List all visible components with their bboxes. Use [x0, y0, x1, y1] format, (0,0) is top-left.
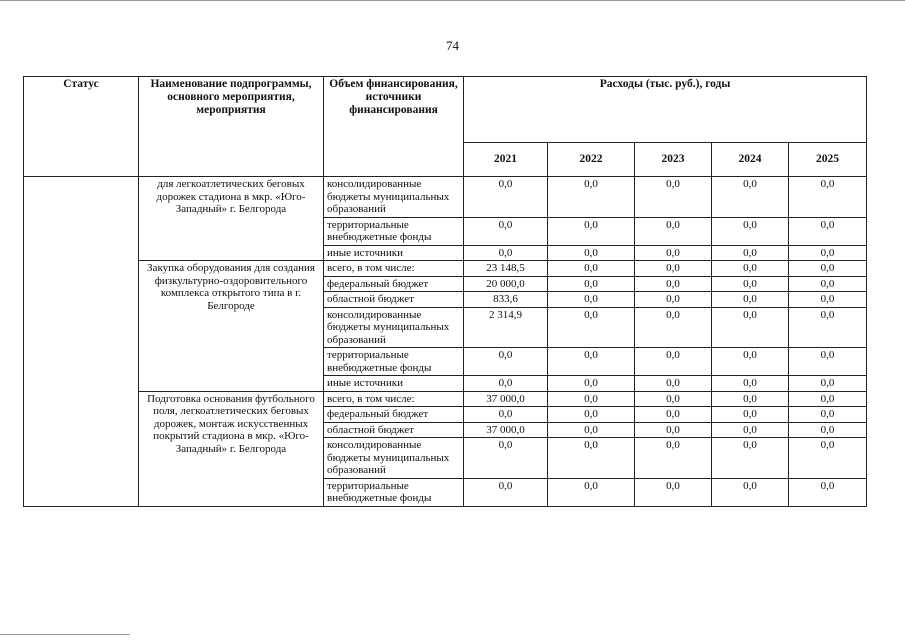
- funding-source: федеральный бюджет: [324, 276, 464, 292]
- amount-cell: 0,0: [635, 391, 712, 407]
- funding-source: консолидированные бюджеты муниципальных образований: [324, 307, 464, 348]
- amount-cell: 0,0: [635, 261, 712, 277]
- scan-edge-top: [0, 0, 905, 1]
- amount-cell: 833,6: [464, 292, 548, 308]
- amount-cell: 0,0: [712, 348, 789, 376]
- funding-source: всего, в том числе:: [324, 261, 464, 277]
- amount-cell: 0,0: [548, 245, 635, 261]
- header-expenses: Расходы (тыс. руб.), годы: [464, 77, 867, 143]
- header-year: 2025: [789, 143, 867, 177]
- amount-cell: 0,0: [712, 422, 789, 438]
- amount-cell: 0,0: [548, 478, 635, 506]
- amount-cell: 0,0: [548, 177, 635, 218]
- amount-cell: 0,0: [789, 245, 867, 261]
- amount-cell: 0,0: [635, 307, 712, 348]
- amount-cell: 0,0: [789, 407, 867, 423]
- amount-cell: 0,0: [548, 407, 635, 423]
- amount-cell: 0,0: [712, 307, 789, 348]
- amount-cell: 0,0: [464, 177, 548, 218]
- funding-source: территориальные внебюджетные фонды: [324, 217, 464, 245]
- amount-cell: 0,0: [789, 292, 867, 308]
- amount-cell: 20 000,0: [464, 276, 548, 292]
- amount-cell: 0,0: [712, 438, 789, 479]
- amount-cell: 0,0: [635, 376, 712, 392]
- amount-cell: 0,0: [464, 478, 548, 506]
- funding-source: иные источники: [324, 376, 464, 392]
- amount-cell: 0,0: [789, 217, 867, 245]
- header-row: [24, 77, 867, 143]
- amount-cell: 0,0: [548, 276, 635, 292]
- amount-cell: 0,0: [789, 348, 867, 376]
- amount-cell: 0,0: [789, 438, 867, 479]
- amount-cell: 0,0: [635, 438, 712, 479]
- table-row: [24, 177, 867, 218]
- amount-cell: 2 314,9: [464, 307, 548, 348]
- status-cell: [24, 177, 139, 507]
- page-number: 74: [446, 38, 459, 53]
- amount-cell: 0,0: [548, 261, 635, 277]
- amount-cell: 0,0: [789, 276, 867, 292]
- header-year: 2021: [464, 143, 548, 177]
- amount-cell: 0,0: [548, 438, 635, 479]
- amount-cell: 0,0: [635, 245, 712, 261]
- amount-cell: 0,0: [548, 422, 635, 438]
- activity-name: Закупка оборудования для создания физкультурно-оздоровительного комплекса открытого типа в г. Белгороде: [139, 261, 324, 392]
- header-year: 2022: [548, 143, 635, 177]
- amount-cell: 0,0: [712, 177, 789, 218]
- amount-cell: 0,0: [548, 376, 635, 392]
- scan-edge-bottom: [0, 634, 130, 635]
- amount-cell: 0,0: [635, 177, 712, 218]
- amount-cell: 0,0: [712, 478, 789, 506]
- table-row: [24, 261, 867, 277]
- amount-cell: 0,0: [548, 217, 635, 245]
- amount-cell: 0,0: [712, 407, 789, 423]
- amount-cell: 0,0: [789, 422, 867, 438]
- amount-cell: 0,0: [789, 177, 867, 218]
- amount-cell: 0,0: [635, 422, 712, 438]
- funding-source: консолидированные бюджеты муниципальных образований: [324, 177, 464, 218]
- amount-cell: 0,0: [548, 348, 635, 376]
- funding-source: консолидированные бюджеты муниципальных образований: [324, 438, 464, 479]
- amount-cell: 0,0: [635, 276, 712, 292]
- amount-cell: 0,0: [789, 391, 867, 407]
- amount-cell: 0,0: [635, 292, 712, 308]
- amount-cell: 0,0: [548, 307, 635, 348]
- amount-cell: 0,0: [464, 438, 548, 479]
- funding-source: всего, в том числе:: [324, 391, 464, 407]
- amount-cell: 37 000,0: [464, 422, 548, 438]
- budget-table: [23, 76, 867, 507]
- activity-name: для легкоатлетических беговых дорожек стадиона в мкр. «Юго-Западный» г. Белгорода: [139, 177, 324, 261]
- amount-cell: 0,0: [712, 292, 789, 308]
- amount-cell: 0,0: [789, 261, 867, 277]
- amount-cell: 0,0: [635, 478, 712, 506]
- amount-cell: 0,0: [635, 217, 712, 245]
- amount-cell: 0,0: [789, 478, 867, 506]
- amount-cell: 0,0: [464, 245, 548, 261]
- amount-cell: 0,0: [712, 245, 789, 261]
- budget-table-body: [24, 77, 867, 507]
- amount-cell: 0,0: [712, 391, 789, 407]
- amount-cell: 0,0: [464, 407, 548, 423]
- header-year: 2023: [635, 143, 712, 177]
- amount-cell: 0,0: [712, 376, 789, 392]
- amount-cell: 0,0: [712, 261, 789, 277]
- amount-cell: 0,0: [464, 348, 548, 376]
- funding-source: территориальные внебюджетные фонды: [324, 478, 464, 506]
- header-year: 2024: [712, 143, 789, 177]
- funding-source: областной бюджет: [324, 292, 464, 308]
- amount-cell: 0,0: [635, 348, 712, 376]
- header-name: Наименование подпрограммы, основного мероприятия, мероприятия: [139, 77, 324, 177]
- funding-source: иные источники: [324, 245, 464, 261]
- amount-cell: 0,0: [548, 391, 635, 407]
- amount-cell: 0,0: [712, 217, 789, 245]
- funding-source: территориальные внебюджетные фонды: [324, 348, 464, 376]
- table-row: [24, 391, 867, 407]
- amount-cell: 0,0: [789, 376, 867, 392]
- amount-cell: 0,0: [464, 217, 548, 245]
- amount-cell: 0,0: [789, 307, 867, 348]
- amount-cell: 0,0: [464, 376, 548, 392]
- funding-source: областной бюджет: [324, 422, 464, 438]
- funding-source: федеральный бюджет: [324, 407, 464, 423]
- header-financing: Объем финансирования, источники финансирования: [324, 77, 464, 177]
- amount-cell: 37 000,0: [464, 391, 548, 407]
- activity-name: Подготовка основания футбольного поля, легкоатлетических беговых дорожек, монтаж искусственных покрытий стадиона в мкр. «Юго-Западный» г. Белгорода: [139, 391, 324, 506]
- amount-cell: 0,0: [548, 292, 635, 308]
- amount-cell: 0,0: [712, 276, 789, 292]
- amount-cell: 0,0: [635, 407, 712, 423]
- header-status: Статус: [24, 77, 139, 177]
- amount-cell: 23 148,5: [464, 261, 548, 277]
